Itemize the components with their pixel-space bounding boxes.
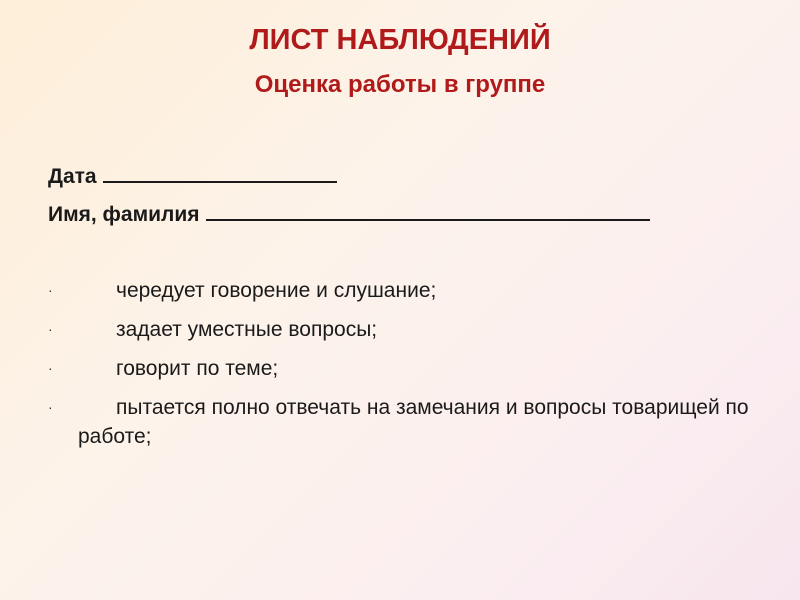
page-title: ЛИСТ НАБЛЮДЕНИЙ — [249, 24, 551, 56]
bullet-icon: · — [48, 282, 53, 298]
list-item-text: говорит по теме; — [116, 357, 279, 380]
list-item-text: пытается полно отвечать на замечания и вопросы товарищей по работе; — [78, 396, 749, 448]
list-item — [48, 354, 768, 383]
name-field — [48, 197, 650, 229]
criteria-list — [48, 276, 768, 461]
name-label: Имя, фамилия — [48, 203, 200, 226]
list-item-text: задает уместные вопросы; — [116, 318, 378, 341]
bullet-icon: · — [48, 321, 53, 337]
list-item-text: чередует говорение и слушание; — [116, 279, 437, 302]
list-item — [48, 393, 768, 451]
name-blank-line[interactable] — [206, 197, 650, 221]
page-subtitle: Оценка работы в группе — [254, 71, 546, 98]
date-blank-line[interactable] — [103, 159, 337, 183]
list-item — [48, 276, 768, 305]
list-item — [48, 315, 768, 344]
bullet-icon: · — [48, 399, 53, 415]
bullet-icon: · — [48, 360, 53, 376]
date-field — [48, 159, 337, 191]
date-label: Дата — [48, 165, 97, 188]
